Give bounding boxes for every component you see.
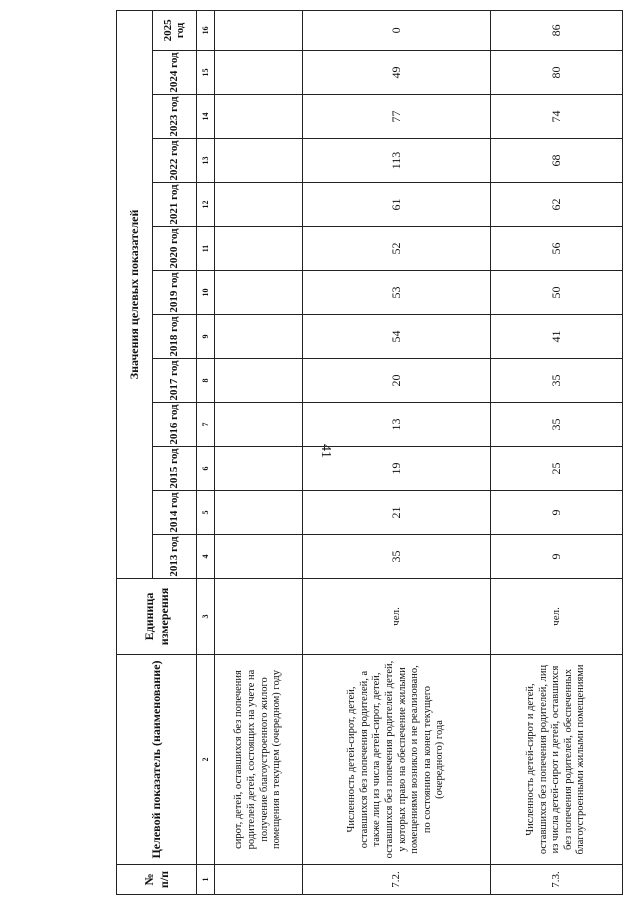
column-index: 6 [197,447,215,491]
year-header: 2023 год [153,95,197,139]
row-number [215,865,303,895]
value-cell [215,227,303,271]
value-cell: 54 [303,315,491,359]
value-cell: 77 [303,95,491,139]
column-index: 13 [197,139,215,183]
year-header: 2018 год [153,315,197,359]
value-cell: 41 [491,315,623,359]
value-cell: 0 [303,10,491,50]
column-index: 11 [197,227,215,271]
value-cell: 113 [303,139,491,183]
table-row [491,10,623,894]
col-number-header: № п/п [117,865,197,895]
indicator-name: сирот, детей, оставшихся без попечения родителей детей, состоящих на учете на получение благоустроенного жилого помещения в текущем (очередном) году [215,655,303,865]
column-index: 1 [197,865,215,895]
column-index: 16 [197,10,215,50]
row-number: 7.2. [303,865,491,895]
unit-cell: чел. [491,579,623,655]
value-cell: 20 [303,359,491,403]
value-cell: 49 [303,51,491,95]
value-cell: 86 [491,10,623,50]
column-index: 5 [197,491,215,535]
value-cell: 52 [303,227,491,271]
value-cell: 25 [491,447,623,491]
column-index-row [197,10,215,894]
value-cell: 35 [303,535,491,579]
year-header: 2021 год [153,183,197,227]
value-cell [215,491,303,535]
year-header: 2020 год [153,227,197,271]
value-cell: 80 [491,51,623,95]
value-cell: 74 [491,95,623,139]
column-index: 15 [197,51,215,95]
col-unit-header: Единица измерения [117,579,197,655]
column-index: 2 [197,655,215,865]
year-header: 2022 год [153,139,197,183]
value-cell [215,447,303,491]
column-index: 8 [197,359,215,403]
column-index: 9 [197,315,215,359]
indicator-name: Численность детей-сирот и детей, оставшихся без попечения родителей, лиц из числа детей-сирот и детей, оставшихся без попечения родителей, обеспеченных благоустроенными жилыми помещениями [491,655,623,865]
year-header: 2024 год [153,51,197,95]
value-cell [215,51,303,95]
unit-cell [215,579,303,655]
value-cell [215,10,303,50]
value-cell: 50 [491,271,623,315]
year-header: 2015 год [153,447,197,491]
value-cell: 53 [303,271,491,315]
value-cell [215,183,303,227]
year-header: 2016 год [153,403,197,447]
column-index: 7 [197,403,215,447]
col-name-header: Целевой показатель (наименование) [117,655,197,865]
value-cell [215,535,303,579]
value-cell: 68 [491,139,623,183]
value-cell [215,359,303,403]
value-cell [215,315,303,359]
value-cell: 21 [303,491,491,535]
value-cell: 35 [491,403,623,447]
column-index: 3 [197,579,215,655]
page-number: 41 [318,444,333,458]
value-cell [215,139,303,183]
year-header: 2025 год [153,10,197,50]
value-cell: 19 [303,447,491,491]
year-header: 2013 год [153,535,197,579]
target-indicators-table [116,10,623,895]
year-header: 2017 год [153,359,197,403]
value-cell: 13 [303,403,491,447]
year-header: 2014 год [153,491,197,535]
year-header: 2019 год [153,271,197,315]
value-cell: 61 [303,183,491,227]
column-index: 4 [197,535,215,579]
unit-cell: чел. [303,579,491,655]
column-index: 10 [197,271,215,315]
header-row-top [117,10,153,894]
table-row [303,10,491,894]
value-cell: 35 [491,359,623,403]
value-cell [215,403,303,447]
values-group-header: Значения целевых показателей [117,10,153,578]
column-index: 12 [197,183,215,227]
value-cell: 9 [491,491,623,535]
row-number: 7.3. [491,865,623,895]
value-cell: 62 [491,183,623,227]
value-cell: 56 [491,227,623,271]
table-row [215,10,303,894]
indicator-name: Численность детей-сирот, детей, оставшихся без попечения родителей, а также лиц из числа детей-сирот, детей, оставшихся без попечения родителей детей, у которых право на обеспечение жилыми помещениями возникло и не реализовано, по состоянию на конец текущего (очередного) года [303,655,491,865]
value-cell: 9 [491,535,623,579]
column-index: 14 [197,95,215,139]
value-cell [215,95,303,139]
value-cell [215,271,303,315]
